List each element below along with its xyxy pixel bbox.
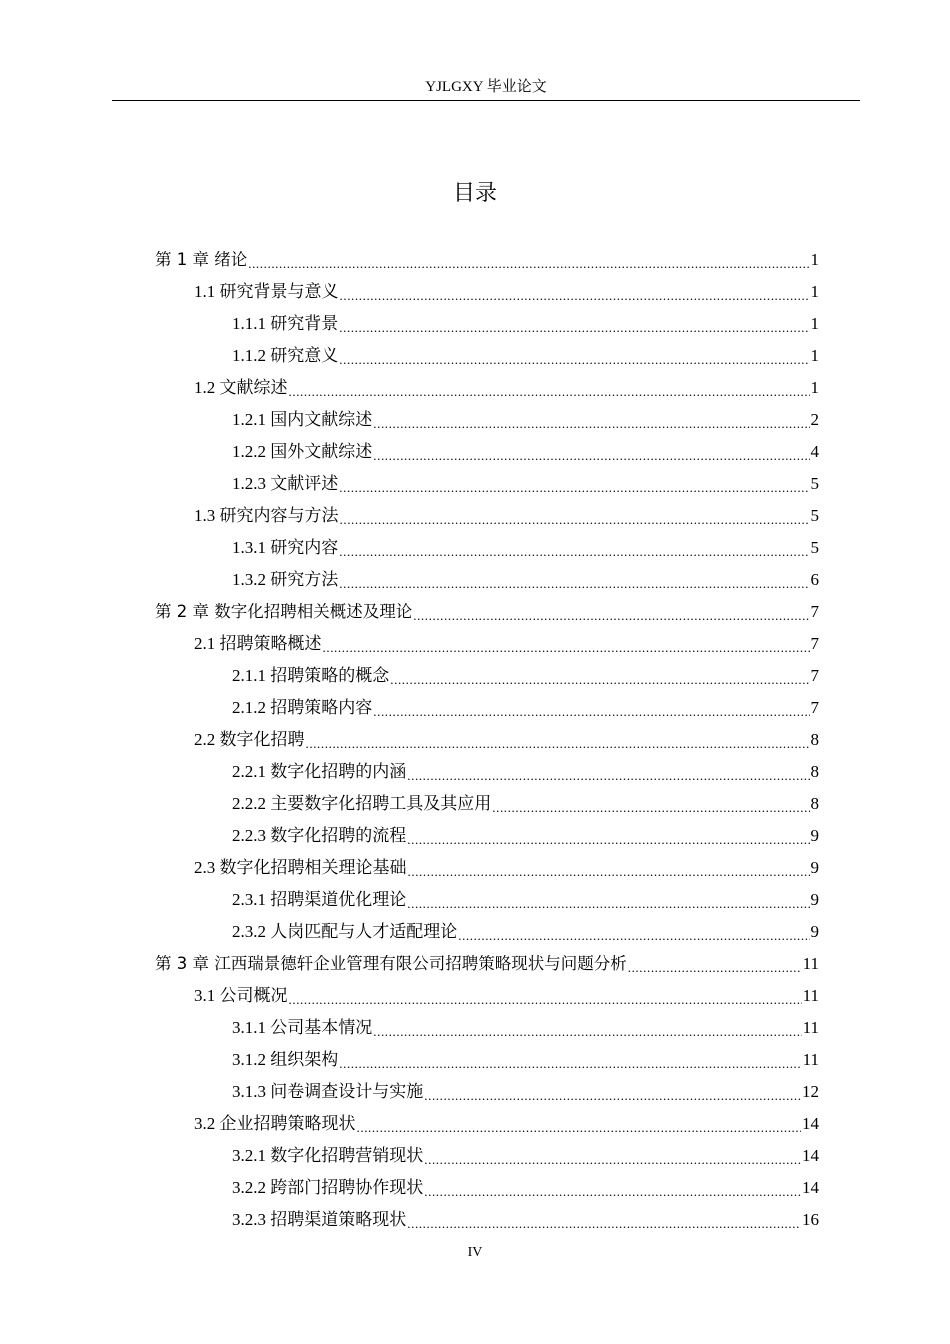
toc-section-entry[interactable] <box>194 274 819 306</box>
toc-entry-title: 2.2.1 数字化招聘的内涵 <box>232 762 407 781</box>
toc-subsection-entry[interactable] <box>232 1074 819 1106</box>
toc-entry-page: 1 <box>810 282 819 301</box>
toc-entry-title: 3.1.2 组织架构 <box>232 1050 339 1069</box>
toc-entry-page: 7 <box>810 666 819 685</box>
toc-chapter-entry[interactable] <box>155 594 819 626</box>
toc-entry-page: 14 <box>802 1178 819 1197</box>
toc-entry-title: 1.2 文献综述 <box>194 378 288 397</box>
toc-dot-leader <box>408 865 810 882</box>
toc-subsection-entry[interactable] <box>232 882 819 914</box>
toc-title: 目录 <box>452 181 497 206</box>
toc-entry-page: 11 <box>802 1018 819 1037</box>
toc-entry-title: 2.2.2 主要数字化招聘工具及其应用 <box>232 794 492 813</box>
toc-dot-leader <box>340 289 810 306</box>
toc-section-entry[interactable] <box>194 626 819 658</box>
toc-subsection-entry[interactable] <box>232 914 819 946</box>
toc-entry-page: 5 <box>810 538 819 557</box>
toc-entry-title: 3.1.3 问卷调查设计与实施 <box>232 1082 424 1101</box>
toc-subsection-entry[interactable] <box>232 786 819 818</box>
toc-subsection-entry[interactable] <box>232 338 819 370</box>
toc-subsection-entry[interactable] <box>232 658 819 690</box>
toc-entry-page: 1 <box>810 314 819 333</box>
toc-entry-page: 14 <box>802 1146 819 1165</box>
toc-dot-leader <box>413 609 809 626</box>
toc-dot-leader <box>424 1089 801 1106</box>
toc-chapter-entry[interactable] <box>155 946 819 978</box>
toc-subsection-entry[interactable] <box>232 434 819 466</box>
toc-entry-page: 9 <box>810 858 819 877</box>
toc-entry-page: 11 <box>802 986 819 1005</box>
toc-subsection-entry[interactable] <box>232 402 819 434</box>
toc-entry-title: 第 1 章 绪论 <box>155 250 248 269</box>
page-number: IV <box>467 1245 483 1260</box>
toc-subsection-entry[interactable] <box>232 1170 819 1202</box>
toc-dot-leader <box>339 321 809 338</box>
toc-subsection-entry[interactable] <box>232 690 819 722</box>
toc-entry-title: 2.3 数字化招聘相关理论基础 <box>194 858 407 877</box>
toc-entry-title: 1.1 研究背景与意义 <box>194 282 339 301</box>
toc-dot-leader <box>424 1153 801 1170</box>
toc-dot-leader <box>289 385 810 402</box>
toc-dot-leader <box>357 1121 802 1138</box>
toc-entry-page: 9 <box>810 922 819 941</box>
toc-section-entry[interactable] <box>194 722 819 754</box>
toc-entry-page: 1 <box>810 378 819 397</box>
toc-dot-leader <box>339 481 809 498</box>
toc-dot-leader <box>407 897 809 914</box>
toc-entry-page: 7 <box>810 698 819 717</box>
toc-entry-title: 3.2.3 招聘渠道策略现状 <box>232 1210 407 1229</box>
toc-entry-page: 12 <box>802 1082 819 1101</box>
toc-section-entry[interactable] <box>194 1106 819 1138</box>
toc-entry-page: 14 <box>802 1114 819 1133</box>
toc-subsection-entry[interactable] <box>232 466 819 498</box>
toc-dot-leader <box>628 961 802 978</box>
toc-chapter-entry[interactable] <box>155 242 819 274</box>
toc-section-entry[interactable] <box>194 370 819 402</box>
toc-subsection-entry[interactable] <box>232 818 819 850</box>
toc-dot-leader <box>458 929 809 946</box>
toc-dot-leader <box>424 1185 801 1202</box>
toc-entry-title: 第 2 章 数字化招聘相关概述及理论 <box>155 602 413 621</box>
toc-entry-page: 1 <box>810 250 819 269</box>
toc-entry-title: 2.3.2 人岗匹配与人才适配理论 <box>232 922 458 941</box>
toc-dot-leader <box>407 1217 801 1234</box>
toc-dot-leader <box>339 353 809 370</box>
toc-entry-page: 9 <box>810 890 819 909</box>
toc-entry-title: 2.1.1 招聘策略的概念 <box>232 666 390 685</box>
toc-entry-title: 1.2.1 国内文献综述 <box>232 410 373 429</box>
toc-entry-page: 6 <box>810 570 819 589</box>
toc-entry-title: 第 3 章 江西瑞景德轩企业管理有限公司招聘策略现状与问题分析 <box>155 954 627 973</box>
toc-entry-title: 2.3.1 招聘渠道优化理论 <box>232 890 407 909</box>
toc-entry-title: 2.2.3 数字化招聘的流程 <box>232 826 407 845</box>
toc-entry-title: 1.1.2 研究意义 <box>232 346 339 365</box>
toc-subsection-entry[interactable] <box>232 1010 819 1042</box>
toc-entry-page: 8 <box>810 762 819 781</box>
toc-dot-leader <box>289 993 802 1010</box>
toc-entry-title: 3.1 公司概况 <box>194 986 288 1005</box>
toc-entry-page: 5 <box>810 474 819 493</box>
toc-subsection-entry[interactable] <box>232 1138 819 1170</box>
toc-entry-title: 1.2.2 国外文献综述 <box>232 442 373 461</box>
toc-entry-page: 11 <box>802 1050 819 1069</box>
toc-entry-title: 3.2.1 数字化招聘营销现状 <box>232 1146 424 1165</box>
toc-entry-page: 8 <box>810 730 819 749</box>
toc-entry-title: 1.3 研究内容与方法 <box>194 506 339 525</box>
toc-entry-page: 16 <box>802 1210 819 1229</box>
toc-entry-title: 1.1.1 研究背景 <box>232 314 339 333</box>
toc-entry-page: 5 <box>810 506 819 525</box>
header-rule <box>112 100 860 101</box>
toc-dot-leader <box>339 545 809 562</box>
toc-entry-title: 1.3.1 研究内容 <box>232 538 339 557</box>
toc-subsection-entry[interactable] <box>232 306 819 338</box>
toc-subsection-entry[interactable] <box>232 1042 819 1074</box>
toc-dot-leader <box>373 1025 801 1042</box>
toc-entry-page: 9 <box>810 826 819 845</box>
toc-section-entry[interactable] <box>194 850 819 882</box>
toc-dot-leader <box>340 513 810 530</box>
toc-entry-page: 8 <box>810 794 819 813</box>
page-header: YJLGXY 毕业论文 <box>425 79 547 95</box>
toc-dot-leader <box>373 705 809 722</box>
toc-dot-leader <box>373 417 809 434</box>
toc-dot-leader <box>373 449 809 466</box>
toc-dot-leader <box>407 769 809 786</box>
toc-subsection-entry[interactable] <box>232 530 819 562</box>
toc-subsection-entry[interactable] <box>232 1202 819 1234</box>
toc-entry-page: 7 <box>810 602 819 621</box>
toc-entry-page: 4 <box>810 442 819 461</box>
toc-dot-leader <box>492 801 809 818</box>
toc-entry-title: 2.1.2 招聘策略内容 <box>232 698 373 717</box>
toc-entry-page: 7 <box>810 634 819 653</box>
toc-dot-leader <box>248 257 809 274</box>
toc-entry-title: 3.2.2 跨部门招聘协作现状 <box>232 1178 424 1197</box>
toc-entry-page: 11 <box>802 954 819 973</box>
toc-dot-leader <box>390 673 809 690</box>
toc-entry-title: 3.2 企业招聘策略现状 <box>194 1114 356 1133</box>
toc-subsection-entry[interactable] <box>232 754 819 786</box>
toc-section-entry[interactable] <box>194 498 819 530</box>
toc-entry-title: 3.1.1 公司基本情况 <box>232 1018 373 1037</box>
toc-dot-leader <box>323 641 810 658</box>
toc-subsection-entry[interactable] <box>232 562 819 594</box>
toc-dot-leader <box>339 1057 801 1074</box>
toc-dot-leader <box>306 737 810 754</box>
toc-dot-leader <box>407 833 809 850</box>
toc-entry-title: 1.3.2 研究方法 <box>232 570 339 589</box>
toc-entry-page: 2 <box>810 410 819 429</box>
toc-entry-page: 1 <box>810 346 819 365</box>
toc-entry-title: 2.1 招聘策略概述 <box>194 634 322 653</box>
toc-entry-title: 1.2.3 文献评述 <box>232 474 339 493</box>
toc-dot-leader <box>339 577 809 594</box>
toc-section-entry[interactable] <box>194 978 819 1010</box>
toc-entry-title: 2.2 数字化招聘 <box>194 730 305 749</box>
